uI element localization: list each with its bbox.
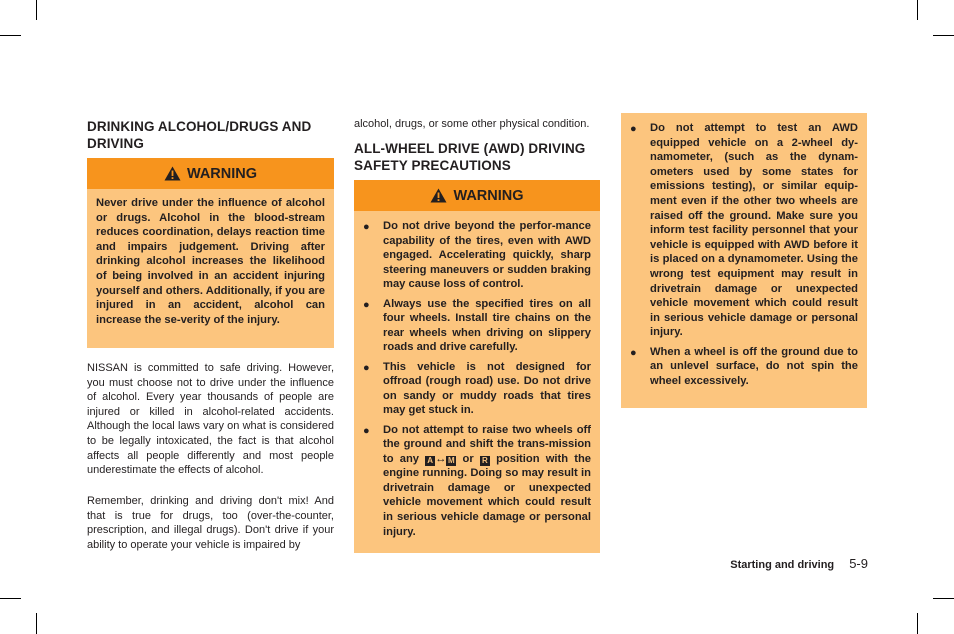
list-item [354, 423, 591, 540]
list-item-text: Do not attempt to test an AWD equipped vehicle on a 2-wheel dy-namometer, (such as the dynam-ometers used by some states for emissions testing), or similar equip-ment even if the other two wheels are raised off the ground. Make sure you inform test facility personnel that your vehicle is equipped with AWD before it is placed on a dynamometer. Using the wrong test equipment may result in drivetrain damage or unexpected vehicle movement which could result in serious vehicle damage or personal injury. [650, 122, 858, 339]
list-item-text: position with the engine running. Doing so may result in drivetrain damage or unexpected vehicle movement which could result in serious vehicle damage or personal injury. [383, 452, 592, 538]
bullet-icon: ● [363, 361, 370, 374]
arrow-icon: ↔ [435, 452, 447, 465]
warning-triangle-icon [430, 188, 447, 203]
crop-mark [917, 613, 918, 634]
footer-section-title: Starting and driving [730, 559, 835, 571]
list-item-text: Do not attempt to raise two wheels off the ground and shift the trans-mission to any [383, 423, 591, 465]
list-item-text: Always use the specified tires on all four wheels. Install tire chains on the rear wheels when driving on slippery roads and drive carefully. [383, 297, 591, 354]
list-item [354, 219, 591, 292]
crop-mark [36, 613, 37, 634]
list-item [354, 297, 591, 355]
crop-mark [0, 35, 21, 36]
page-number: 5-9 [849, 556, 868, 571]
warning-box-alcohol [87, 158, 334, 348]
crop-mark [0, 598, 21, 599]
bullet-icon: ● [363, 221, 370, 233]
body-paragraph: NISSAN is committed to safe driving. However, you must choose not to drive under the influence of alcohol. Every year thousands of people are injured or killed in alcohol-related accidents. Although the local laws vary on what is considered to be legally intoxicated, the fact is that alcohol affects all people differently and most people underestimate the effects of alcohol. [87, 362, 334, 477]
bullet-icon: ● [363, 424, 370, 437]
section-heading-awd: ALL-WHEEL DRIVE (AWD) DRIVING SAFETY PRECAUTIONS [354, 141, 586, 173]
awd-manual-key-icon: M [448, 455, 455, 465]
body-paragraph: Remember, drinking and driving don't mix! And that is true for drugs, too (over-the-counter, prescription, and illegal drugs). Don't drive if your ability to operate your vehicle is impaired by [87, 495, 334, 551]
warning-header [87, 158, 334, 189]
list-item [354, 360, 591, 418]
list-item-text: Do not drive beyond the perfor-mance capability of the tires, even with AWD engaged. Accelerating quickly, sharp steering maneuvers or sudden braking may cause loss of control. [383, 220, 591, 291]
warning-list [354, 211, 600, 539]
warning-list [621, 113, 867, 388]
warning-triangle-icon [164, 166, 181, 181]
warning-label: WARNING [453, 187, 524, 204]
bullet-icon: ● [363, 298, 370, 311]
list-item-text: When a wheel is off the ground due to an unlevel surface, do not spin the wheel excessively. [650, 345, 858, 387]
warning-text: Never drive under the influence of alcohol or drugs. Alcohol in the blood-stream reduces coordination, delays reaction time and impairs judgement. Driving after drinking alcohol increases the likelihood of being involved in an accident injuring yourself and others. Additionally, if you are injured in an accident, alcohol can increase the se-verity of the injury. [96, 197, 325, 326]
list-item [621, 345, 858, 389]
list-item-text: This vehicle is not designed for offroad (rough road) use. Do not drive on sandy or muddy roads that tires may get stuck in. [383, 360, 591, 417]
page-footer [730, 556, 868, 571]
or-text: or [462, 452, 474, 465]
crop-mark [36, 0, 37, 20]
crop-mark [933, 35, 954, 36]
list-item [621, 121, 858, 340]
crop-mark [933, 598, 954, 599]
reverse-key-icon: R [480, 456, 490, 466]
section-heading-alcohol: DRINKING ALCOHOL/DRUGS AND DRIVING [87, 119, 312, 151]
warning-label: WARNING [186, 165, 258, 182]
bullet-icon: ● [630, 123, 637, 135]
continued-paragraph: alcohol, drugs, or some other physical condition. [354, 118, 590, 130]
warning-header [354, 180, 600, 211]
warning-box-awd-continued [621, 113, 867, 408]
bullet-icon: ● [630, 346, 637, 359]
warning-box-awd [354, 180, 600, 553]
awd-auto-key-icon: A [425, 456, 435, 466]
crop-mark [917, 0, 918, 20]
